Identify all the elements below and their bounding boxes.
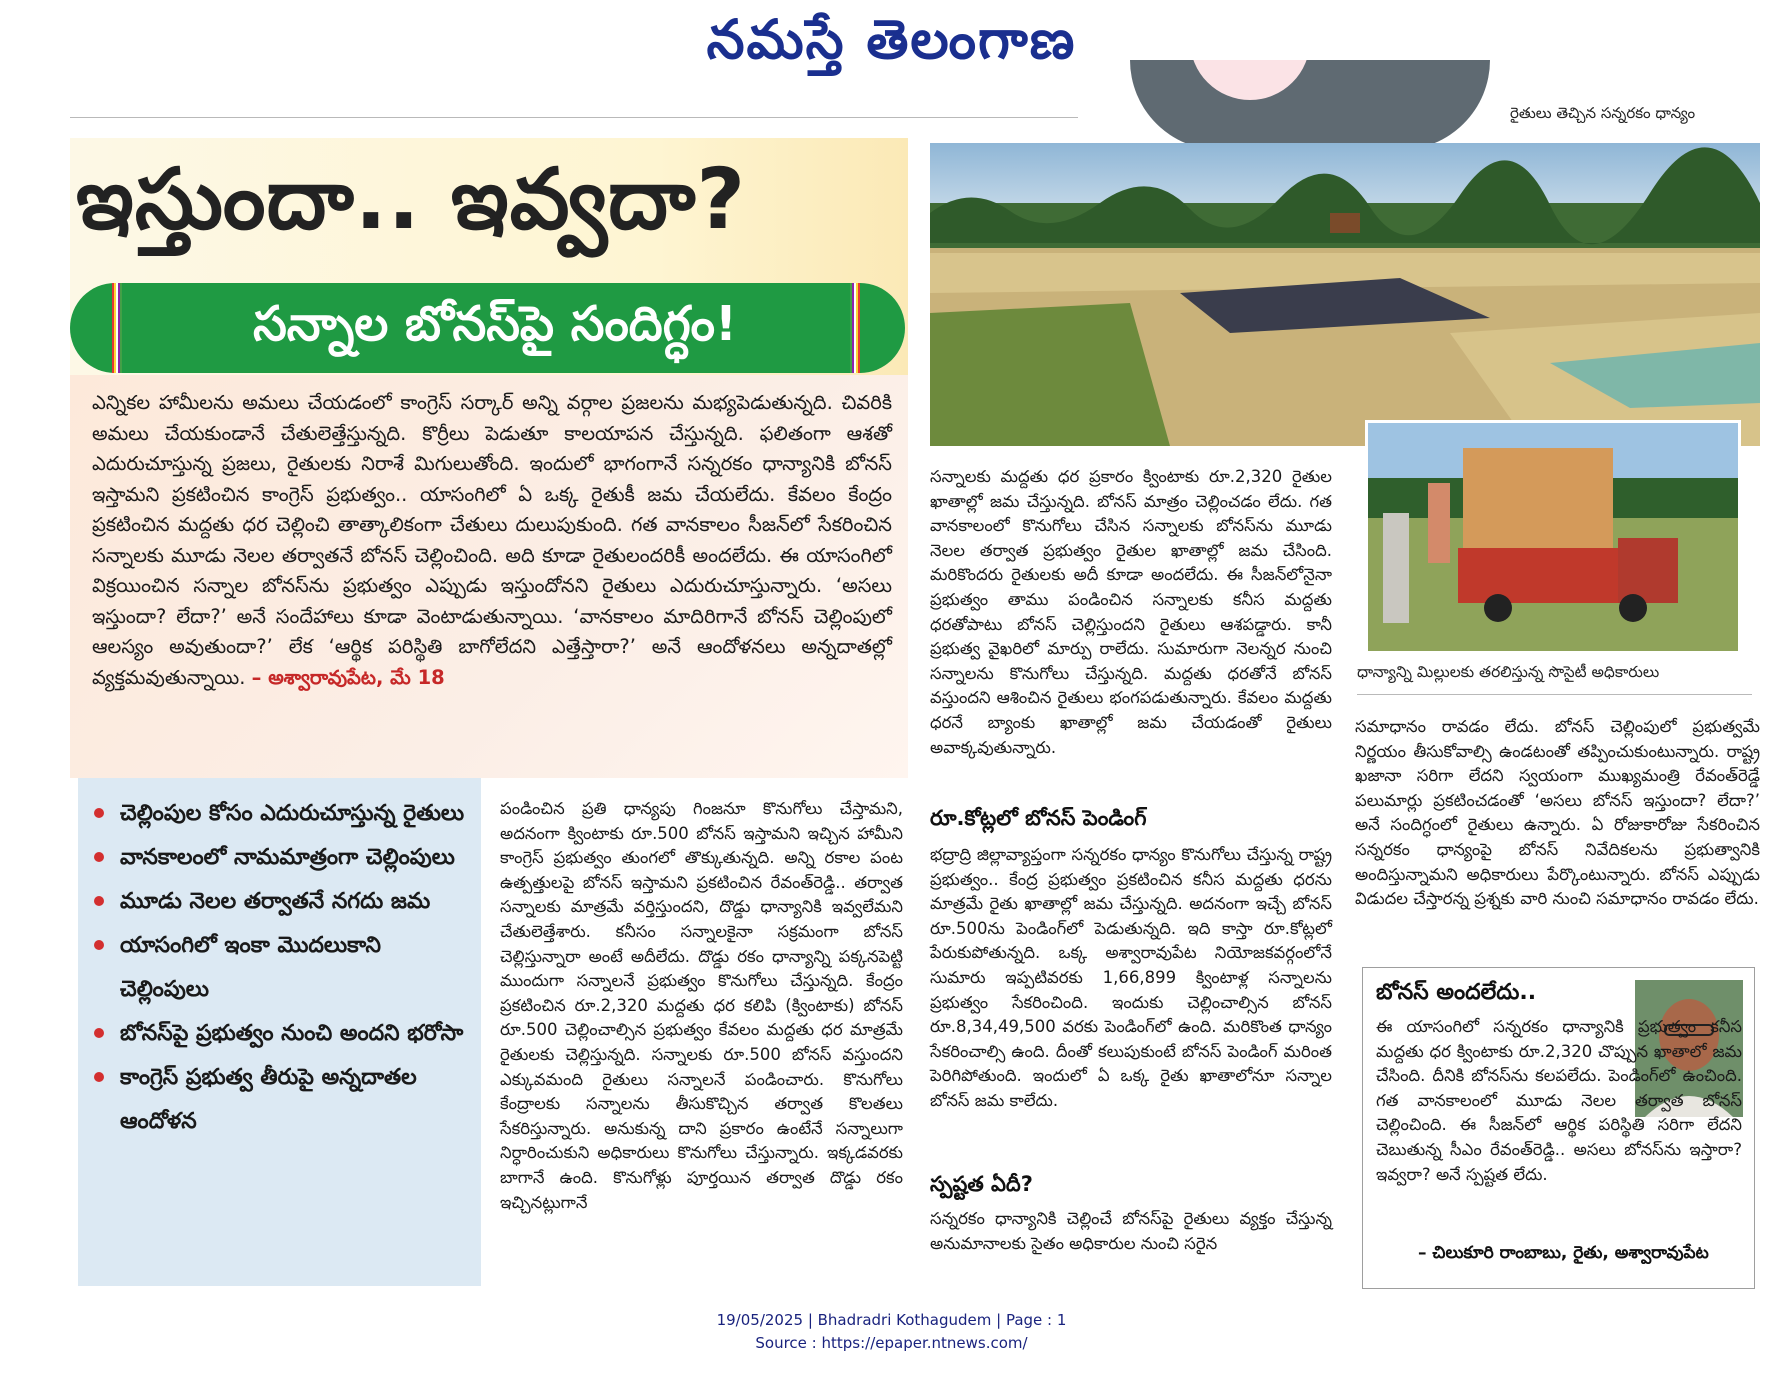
banner-stripe-left bbox=[112, 283, 122, 373]
article-subheadline: సన్నాల బోనస్‌పై సందిగ్ధం! bbox=[253, 296, 737, 352]
truck-loading-illustration bbox=[1368, 423, 1738, 651]
intro-text: ఎన్నికల హామీలను అమలు చేయడంలో కాంగ్రెస్ సర్కార్ అన్ని వర్గాల ప్రజలను మభ్యపెడుతున్నది. చివరికి అమలు చేయకుండానే చేతులెత్తేస్తున్నది. కొర్రీలు పెడుతూ కాలయాపన చేస్తున్నది. ఫలితంగా ఆశతో ఎదురుచూస్తున్న ప్రజలు, రైతులకు నిరాశే మిగులుతోంది. ఇందులో భాగంగానే సన్నరకం ధాన్యానికి బోనస్ ఇస్తామని ప్రకటించిన కాంగ్రెస్ ప్రభుత్వం.. యాసంగిలో ఏ ఒక్క రైతుకీ జమ చేయలేదు. కేవలం కేంద్రం ప్రకటించిన మద్దతు ధర చెల్లించి తాత్కాలికంగా చేతులు దులుపుకుంది. గత వానకాలం సీజన్‌లో సేకరించిన సన్నాలకు మూడు నెలల తర్వాతనే బోనస్ చెల్లించింది. అది కూడా రైతులందరికీ అందలేదు. ఈ యాసంగిలో విక్రయించిన సన్నాల బోనస్‌ను ప్రభుత్వం ఎప్పుడు ఇస్తుందోనని రైతులు ఎదురుచూస్తున్నారు. ‘అసలు ఇస్తుందా? లేదా?’ అనే సందేహాలు కూడా వెంటాడుతున్నాయి. ‘వానకాలం మాదిరిగానే బోనస్ చెల్లింపులో ఆలస్యం అవుతుందా?’ లేక ‘ఆర్థిక పరిస్థితి బాగోలేదని ఎత్తేస్తారా?’ అనే ఆందోళనలు అన్నదాతల్లో వ్యక్తమవుతున్నాయి. bbox=[92, 391, 892, 689]
grain-field-photo bbox=[930, 143, 1760, 446]
highlight-item: మూడు నెలల తర్వాతనే నగదు జమ bbox=[90, 880, 475, 924]
article-column-2-middle: భద్రాద్రి జిల్లావ్యాప్తంగా సన్నరకం ధాన్యం కొనుగోలు చేస్తున్న రాష్ట్ర ప్రభుత్వం.. కేంద్ర ప్రభుత్వం ప్రకటించిన కనీస మద్దతు ధరను మాత్రమే రైతు ఖాతాల్లో జమ చేస్తున్నది. అదనంగా ఇచ్చే బోనస్ రూ.500ను పెండింగ్‌లో పెడుతున్నది. ఇది కాస్తా రూ.కోట్లలో పేరుకుపోతున్నది. ఒక్క అశ్వారావుపేట నియోజకవర్గంలోనే సుమారు ఇప్పటివరకు 1,66,899 క్వింటాళ్ల సన్నాలను ప్రభుత్వం సేకరించింది. ఇందుకు చెల్లించాల్సిన బోనస్ రూ.8,34,49,500 వరకు పెండింగ్‌లో ఉంది. మరికొంత ధాన్యం సేకరించాల్సి ఉంది. దీంతో కలుపుకుంటే బోనస్ పెండింగ్ మరింత పెరిగిపోతుంది. ఇందులో ఏ ఒక్క రైతు ఖాతాలోనూ సన్నాల బోనస్ జమ కాలేదు. bbox=[930, 845, 1332, 1110]
section-heading-clarity: స్పష్టత ఏదీ? bbox=[930, 1172, 1033, 1196]
quote-heading: బోనస్ అందలేదు.. bbox=[1376, 980, 1537, 1005]
quote-text: ఈ యాసంగిలో సన్నరకం ధాన్యానికి ప్రభుత్వం కనీస మద్దతు ధర క్వింటాకు రూ.2,320 చొప్పున ఖాతాలో జమ చేసింది. దీనికి బోనస్‌ను కలపలేదు. పెండింగ్‌లో ఉంచింది. గత వానకాలంలో మూడు నెలల తర్వాత బోనస్ చెల్లించింది. ఈ సీజన్‌లో ఆర్థిక పరిస్థితి సరిగా లేదని చెబుతున్న సీఎం రేవంత్‌రెడ్డి.. అసలు బోనస్‌ను ఇస్తారా? ఇవ్వరా? అనే స్పష్టత లేదు. bbox=[1376, 1017, 1742, 1184]
masthead-rule bbox=[70, 117, 1078, 118]
highlight-item: వానకాలంలో నామమాత్రంగా చెల్లింపులు bbox=[90, 836, 475, 880]
highlights-list bbox=[90, 792, 475, 1144]
highlight-item: చెల్లింపుల కోసం ఎదురుచూస్తున్న రైతులు bbox=[90, 792, 475, 836]
newspaper-masthead: నమస్తే తెలంగాణ bbox=[706, 8, 1077, 71]
banner-stripe-right bbox=[850, 283, 860, 373]
grain-field-illustration bbox=[930, 143, 1760, 446]
article-dateline: – అశ్వారావుపేట, మే 18 bbox=[251, 665, 445, 689]
inset-photo-caption: ధాన్యాన్ని మిల్లులకు తరలిస్తున్న సొసైటీ అధికారులు bbox=[1357, 663, 1660, 681]
highlight-item: కాంగ్రెస్ ప్రభుత్వ తీరుపై అన్నదాతల ఆందోళన bbox=[90, 1056, 475, 1144]
highlight-item: బోనస్‌పై ప్రభుత్వం నుంచి అందని భరోసా bbox=[90, 1012, 475, 1056]
article-column-3: సమాధానం రావడం లేదు. బోనస్ చెల్లింపులో ప్రభుత్వమే నిర్ణయం తీసుకోవాల్సి ఉండటంతో తప్పించుకుంటున్నారు. రాష్ట్ర ఖజానా సరిగా లేదని స్వయంగా ముఖ్యమంత్రి రేవంత్‌రెడ్డే పలుమార్లు ప్రకటించడంతో ‘అసలు బోనస్ ఇస్తుందా? లేదా?’ అనే సందిగ్ధంలో రైతులు ఉన్నారు. ఏ రోజుకారోజు సేకరించిన సన్నరకం ధాన్యంపై బోనస్ నివేదికలను ప్రభుత్వానికి అందిస్తున్నామని అధికారులు పేర్కొంటున్నారు. బోనస్ ఎప్పుడు విడుదల చేస్తారన్న ప్రశ్నకు వారి నుంచి సమాధానం రావడం లేదు. bbox=[1355, 717, 1760, 909]
article-column-2-bottom: సన్నరకం ధాన్యానికి చెల్లించే బోనస్‌పై రైతులు వ్యక్తం చేస్తున్న అనుమానాలకు సైతం అధికారుల నుంచి సరైన bbox=[930, 1209, 1332, 1253]
article-intro bbox=[92, 388, 892, 693]
section-heading-pending: రూ.కోట్లలో బోనస్ పెండింగ్ bbox=[930, 806, 1147, 830]
article-headline: ఇస్తుందా.. ఇవ్వదా? bbox=[76, 150, 747, 248]
article-column-2-top: సన్నాలకు మద్దతు ధర ప్రకారం క్వింటాకు రూ.2,320 రైతుల ఖాతాల్లో జమ చేస్తున్నది. బోనస్ మాత్రం చెల్లించడం లేదు. గత వానకాలంలో కొనుగోలు చేసిన సన్నాలకు బోనస్‌ను మూడు నెలల తర్వాత ప్రభుత్వం రైతుల ఖాతాల్లో జమ చేసింది. మరికొందరు రైతులకు అదీ కూడా అందలేదు. ఈ సీజన్‌లోనైనా ప్రభుత్వం తాము పండించిన సన్నాలకు కనీస మద్దతు ధరతోపాటు బోనస్ చెల్లిస్తుందని రైతులు ఆశపడ్డారు. కానీ ప్రభుత్వ వైఖరిలో మార్పు రాలేదు. సుమారుగా నెలన్నర నుంచి సన్నాలను కొనుగోలు చేస్తున్నది. మద్దతు ధరతోనే బోనస్ వస్తుందని ఆశించిన రైతులు భంగపడుతున్నారు. కేవలం మద్దతు ధరనే బ్యాంకు ఖాతాల్లో జమ చేయడంతో రైతులు అవాక్కవుతున్నారు. bbox=[930, 467, 1332, 757]
cropped-top-graphic bbox=[1130, 60, 1490, 150]
page-footer-edition: 19/05/2025 | Bhadradri Kothagudem | Page : 1 bbox=[716, 1311, 1067, 1329]
article-column-1: పండించిన ప్రతి ధాన్యపు గింజనూ కొనుగోలు చేస్తామని, అదనంగా క్వింటాకు రూ.500 బోనస్ ఇస్తామని ఇచ్చిన హామీని కాంగ్రెస్ ప్రభుత్వం తుంగలో తొక్కుతున్నది. అన్ని రకాల పంట ఉత్పత్తులపై బోనస్ ఇస్తామని ప్రకటించిన రేవంత్‌రెడ్డి.. తర్వాత సన్నాలకు మాత్రమే వర్తిస్తుందని, దొడ్డు ధాన్యానికి ఇవ్వలేమని చేతులెత్తేశారు. కనీసం సన్నాలకైనా సక్రమంగా బోనస్ చెల్లిస్తున్నారా అంటే అదీలేదు. దొడ్డు రకం ధాన్యాన్ని పక్కనపెట్టి ముందుగా సన్నాలనే ప్రభుత్వం కొనుగోలు చేస్తున్నది. కేంద్రం ప్రకటించిన రూ.2,320 మద్దతు ధర కలిపి (క్వింటాకు) బోనస్ రూ.500 చెల్లించాల్సిన ప్రభుత్వం కేవలం మద్దతు ధర మాత్రమే రైతులకు చెల్లిస్తున్నది. సన్నాలకు రూ.500 బోనస్ వస్తుందని ఎక్కువమంది రైతులు సన్నాలనే పండించారు. కొనుగోలు కేంద్రాలకు సన్నాలను తీసుకొచ్చిన తర్వాత కొలతలు సేకరిస్తున్నారు. అనుకున్న దాని ప్రకారం ఉంటేనే సన్నాలుగా నిర్ధారించుకుని అధికారులు కొనుగోలు చేస్తున్నారు. ఇక్కడవరకు బాగానే ఉంది. కొనుగోళ్లు పూర్తయిన తర్వాత దొడ్డు రకం ఇచ్చినట్లుగానే bbox=[500, 799, 903, 1212]
truck-loading-photo bbox=[1365, 420, 1741, 654]
top-photo-caption: రైతులు తెచ్చిన సన్నరకం ధాన్యం bbox=[1510, 104, 1696, 122]
quote-signature: – చిలుకూరి రాంబాబు, రైతు, అశ్వారావుపేట bbox=[1418, 1243, 1709, 1263]
highlight-item: యాసంగిలో ఇంకా మొదలుకాని చెల్లింపులు bbox=[90, 924, 475, 1012]
page-footer-source: Source : https://epaper.ntnews.com/ bbox=[755, 1334, 1028, 1352]
caption-rule bbox=[1357, 694, 1752, 695]
